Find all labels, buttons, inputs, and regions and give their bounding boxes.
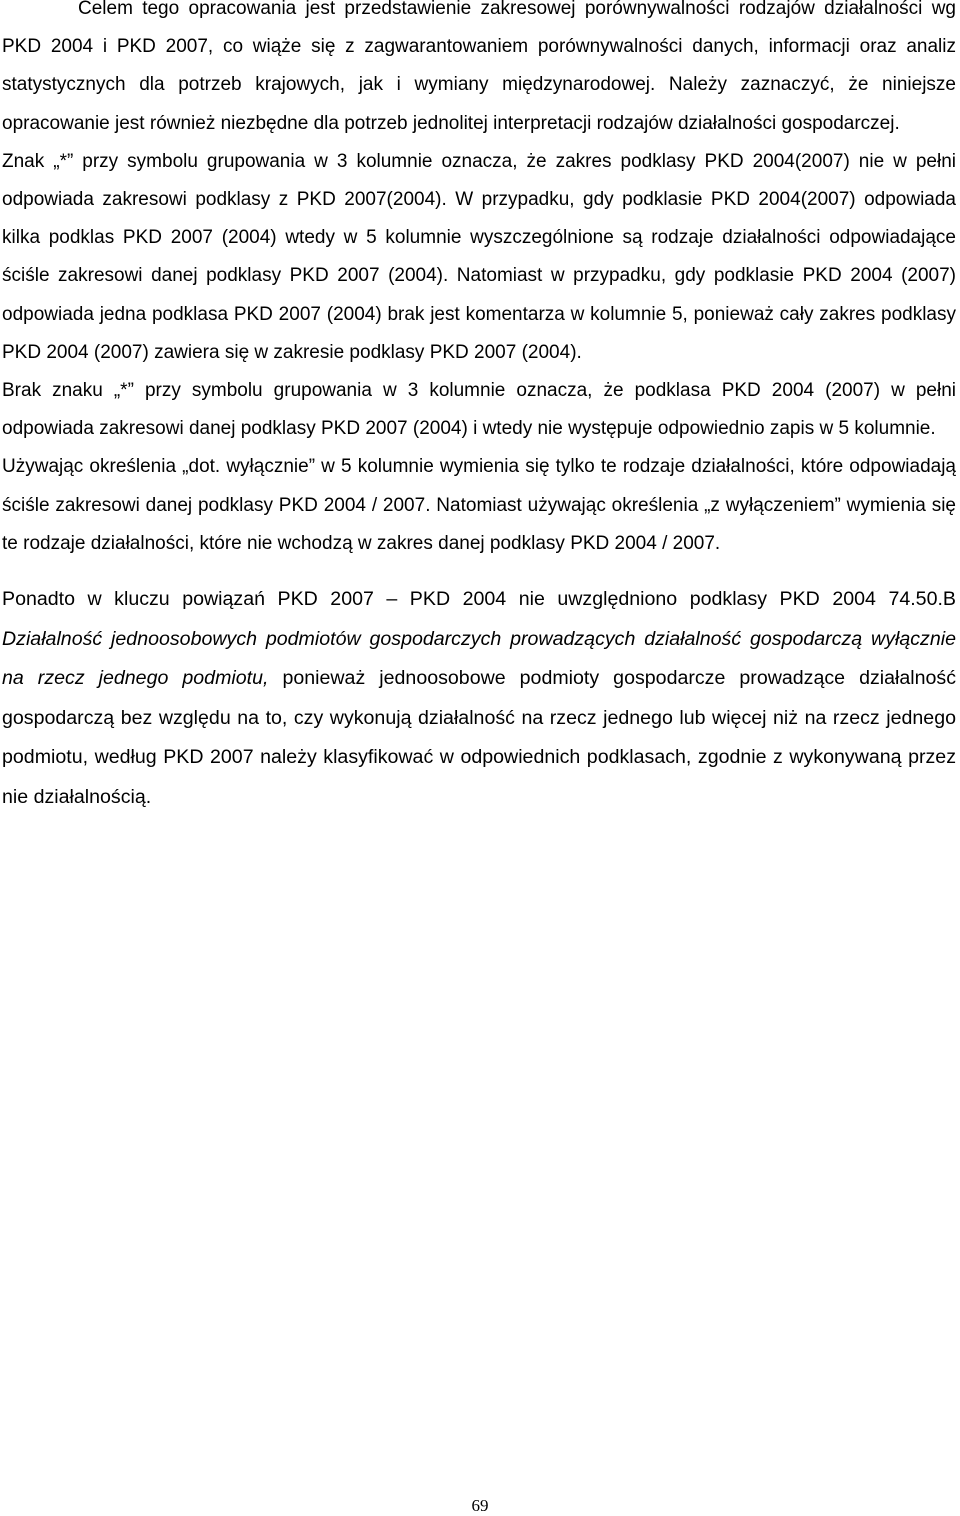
page-number: 69 <box>471 1496 489 1515</box>
asterisk-explanation-paragraph: Znak „*” przy symbolu grupowania w 3 kolumnie oznacza, że zakres podklasy PKD 2004(2007) nie w pełni odpowiada zakresowi podklasy z PKD 2007(2004). W przypadku, gdy podklasie PKD 2004(2007) odpowiada kilka podklas PKD 2007 (2004) wtedy w 5 kolumnie wyszczególnione są rodzaje działalności odpowiadające ściśle zakresowi danej podklasy PKD 2007 (2004). Natomiast w przypadku, gdy podklasie PKD 2004 (2007) odpowiada jedna podklasa PKD 2007 (2004) brak jest komentarza w kolumnie 5, ponieważ cały zakres podklasy PKD 2004 (2007) zawiera się w zakresie podklasy PKD 2007 (2004). <box>2 150 956 363</box>
excluded-subclass-intro: Ponadto w kluczu powiązań PKD 2007 – PKD 2004 nie uwzględniono podklasy PKD 2004 74.50.B <box>2 588 956 611</box>
intro-paragraph: Celem tego opracowania jest przedstawienie zakresowej porównywalności rodzajów działalności wg PKD 2004 i PKD 2007, co wiąże się z zagwarantowaniem porównywalności danych, informacji oraz analiz statystycznych dla potrzeb krajowych, jak i wymiany międzynarodowej. Należy zaznaczyć, że niniejsze opracowanie jest również niezbędne dla potrzeb jednolitej interpretacji rodzajów działalności gospodarczej. <box>2 0 956 134</box>
document-page <box>2 0 956 818</box>
excluded-subclass-title: Działalność jednoosobowych podmiotów gospodarczych prowadzących działalność gospodarczą wyłącznie na rzecz jednego podmiotu, <box>2 627 956 690</box>
terminology-paragraph: Używając określenia „dot. wyłącznie” w 5 kolumnie wymienia się tylko te rodzaje działalności, które odpowiadają ściśle zakresowi danej podklasy PKD 2004 / 2007. Natomiast używając określenia „z wyłączeniem” wymienia się te rodzaje działalności, które nie wchodzą w zakres danej podklasy PKD 2004 / 2007. <box>2 456 956 554</box>
excluded-subclass-paragraph <box>2 580 956 818</box>
no-asterisk-paragraph: Brak znaku „*” przy symbolu grupowania w 3 kolumnie oznacza, że podklasa PKD 2004 (2007) w pełni odpowiada zakresowi danej podklasy PKD 2007 (2004) i wtedy nie występuje odpowiednio zapis w 5 kolumnie. <box>2 380 956 440</box>
excluded-subclass-rest: ponieważ jednoosobowe podmioty gospodarcze prowadzące działalność gospodarczą bez względu na to, czy wykonują działalność na rzecz jednego lub więcej niż na rzecz jednego podmiotu, według PKD 2007 należy klasyfikować w odpowiednich podklasach, zgodnie z wykonywaną przez nie działalnością. <box>2 667 956 809</box>
